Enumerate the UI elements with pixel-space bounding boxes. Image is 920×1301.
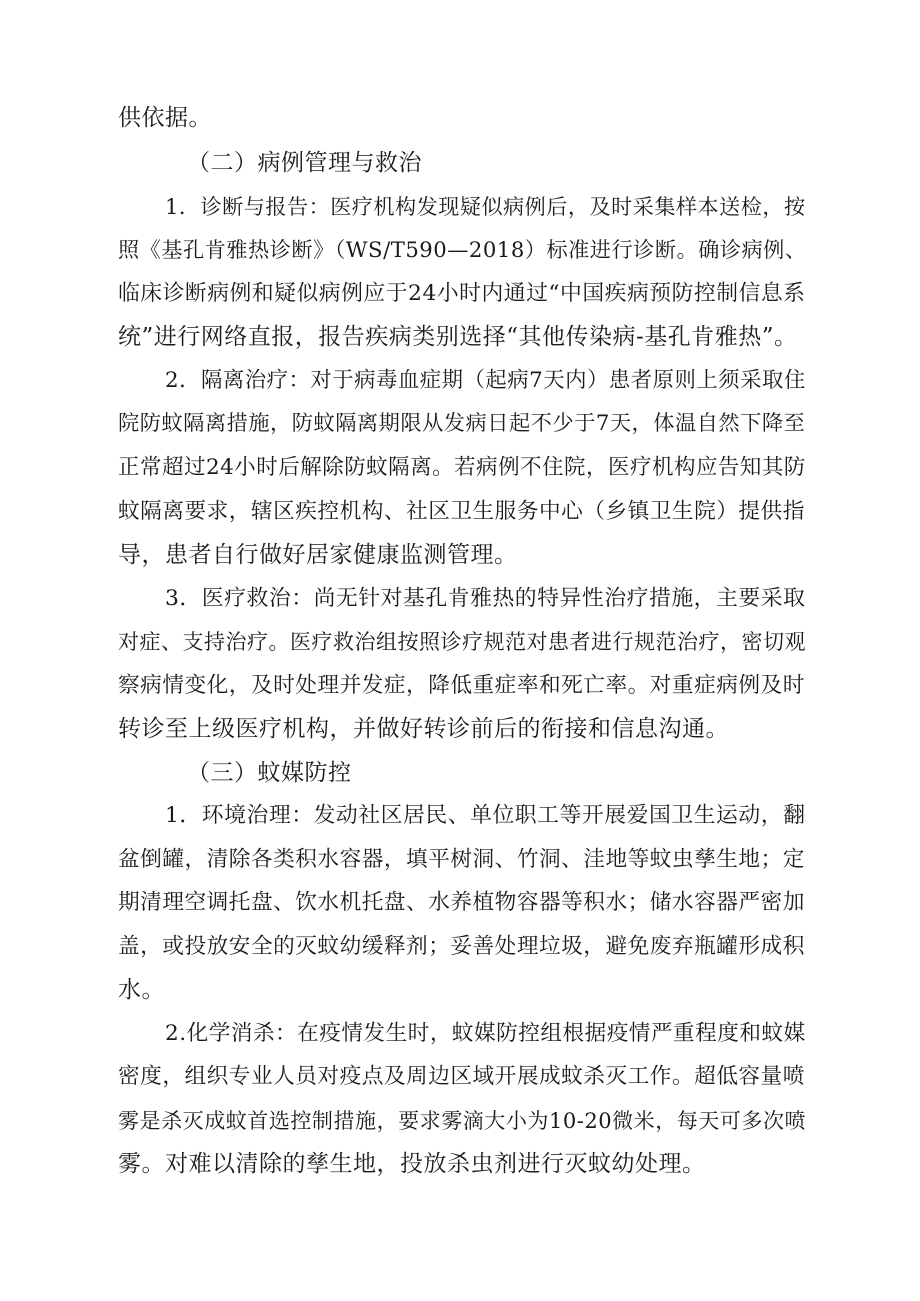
- text-line: 1．诊断与报告：医疗机构发现疑似病例后，及时采集样本送检，按: [165, 194, 806, 219]
- text-line: 临床诊断病例和疑似病例应于24小时内通过“中国疾病预防控制信息系: [118, 281, 806, 306]
- text-line: 2.化学消杀：在疫情发生时，蚊媒防控组根据疫情严重程度和蚊媒: [165, 1021, 806, 1046]
- text-line: 正常超过24小时后解除防蚊隔离。若病例不住院，医疗机构应告知其防: [118, 455, 806, 480]
- text-line: 院防蚊隔离措施，防蚊隔离期限从发病日起不少于7天，体温自然下降至: [118, 411, 806, 436]
- text-line: 察病情变化，及时处理并发症，降低重症率和死亡率。对重症病例及时: [118, 673, 805, 698]
- text-line: 供依据。: [118, 105, 212, 131]
- text-line: 导，患者自行做好居家健康监测管理。: [118, 542, 518, 568]
- text-line: 1．环境治理：发动社区居民、单位职工等开展爱国卫生运动，翻: [165, 803, 806, 828]
- text-line: 水。: [118, 977, 165, 1003]
- text-line: 照《基孔肯雅热诊断》（WS/T590—2018）标准进行诊断。确诊病例、: [118, 237, 807, 262]
- text-line: 对症、支持治疗。医疗救治组按照诊疗规范对患者进行规范治疗，密切观: [118, 629, 806, 654]
- text-line: 3．医疗救治：尚无针对基孔肯雅热的特异性治疗措施，主要采取: [165, 586, 806, 611]
- text-line: 统”进行网络直报，报告疾病类别选择“其他传染病-基孔肯雅热”。: [118, 324, 798, 350]
- text-line: 密度，组织专业人员对疫点及周边区域开展成蚊杀灭工作。超低容量喷: [118, 1064, 805, 1089]
- section-heading-3: （三）蚊媒防控: [187, 760, 352, 786]
- text-line: 雾是杀灭成蚊首选控制措施，要求雾滴大小为10-20微米，每天可多次喷: [118, 1108, 807, 1133]
- section-heading-2: （二）病例管理与救治: [187, 150, 422, 176]
- text-line: 2．隔离治疗：对于病毒血症期（起病7天内）患者原则上须采取住: [165, 368, 806, 393]
- text-line: 雾。对难以清除的孳生地，投放杀虫剂进行灭蚊幼处理。: [118, 1151, 706, 1177]
- text-line: 期清理空调托盘、饮水机托盘、水养植物容器等积水；储水容器严密加: [118, 890, 805, 915]
- text-line: 蚊隔离要求，辖区疾控机构、社区卫生服务中心（乡镇卫生院）提供指: [118, 499, 805, 524]
- text-line: 盖，或投放安全的灭蚊幼缓释剂；妥善处理垃圾，避免废弃瓶罐形成积: [118, 934, 805, 959]
- text-line: 转诊至上级医疗机构，并做好转诊前后的衔接和信息沟通。: [118, 716, 729, 742]
- text-line: 盆倒罐，清除各类积水容器，填平树洞、竹洞、洼地等蚊虫孳生地；定: [118, 847, 805, 872]
